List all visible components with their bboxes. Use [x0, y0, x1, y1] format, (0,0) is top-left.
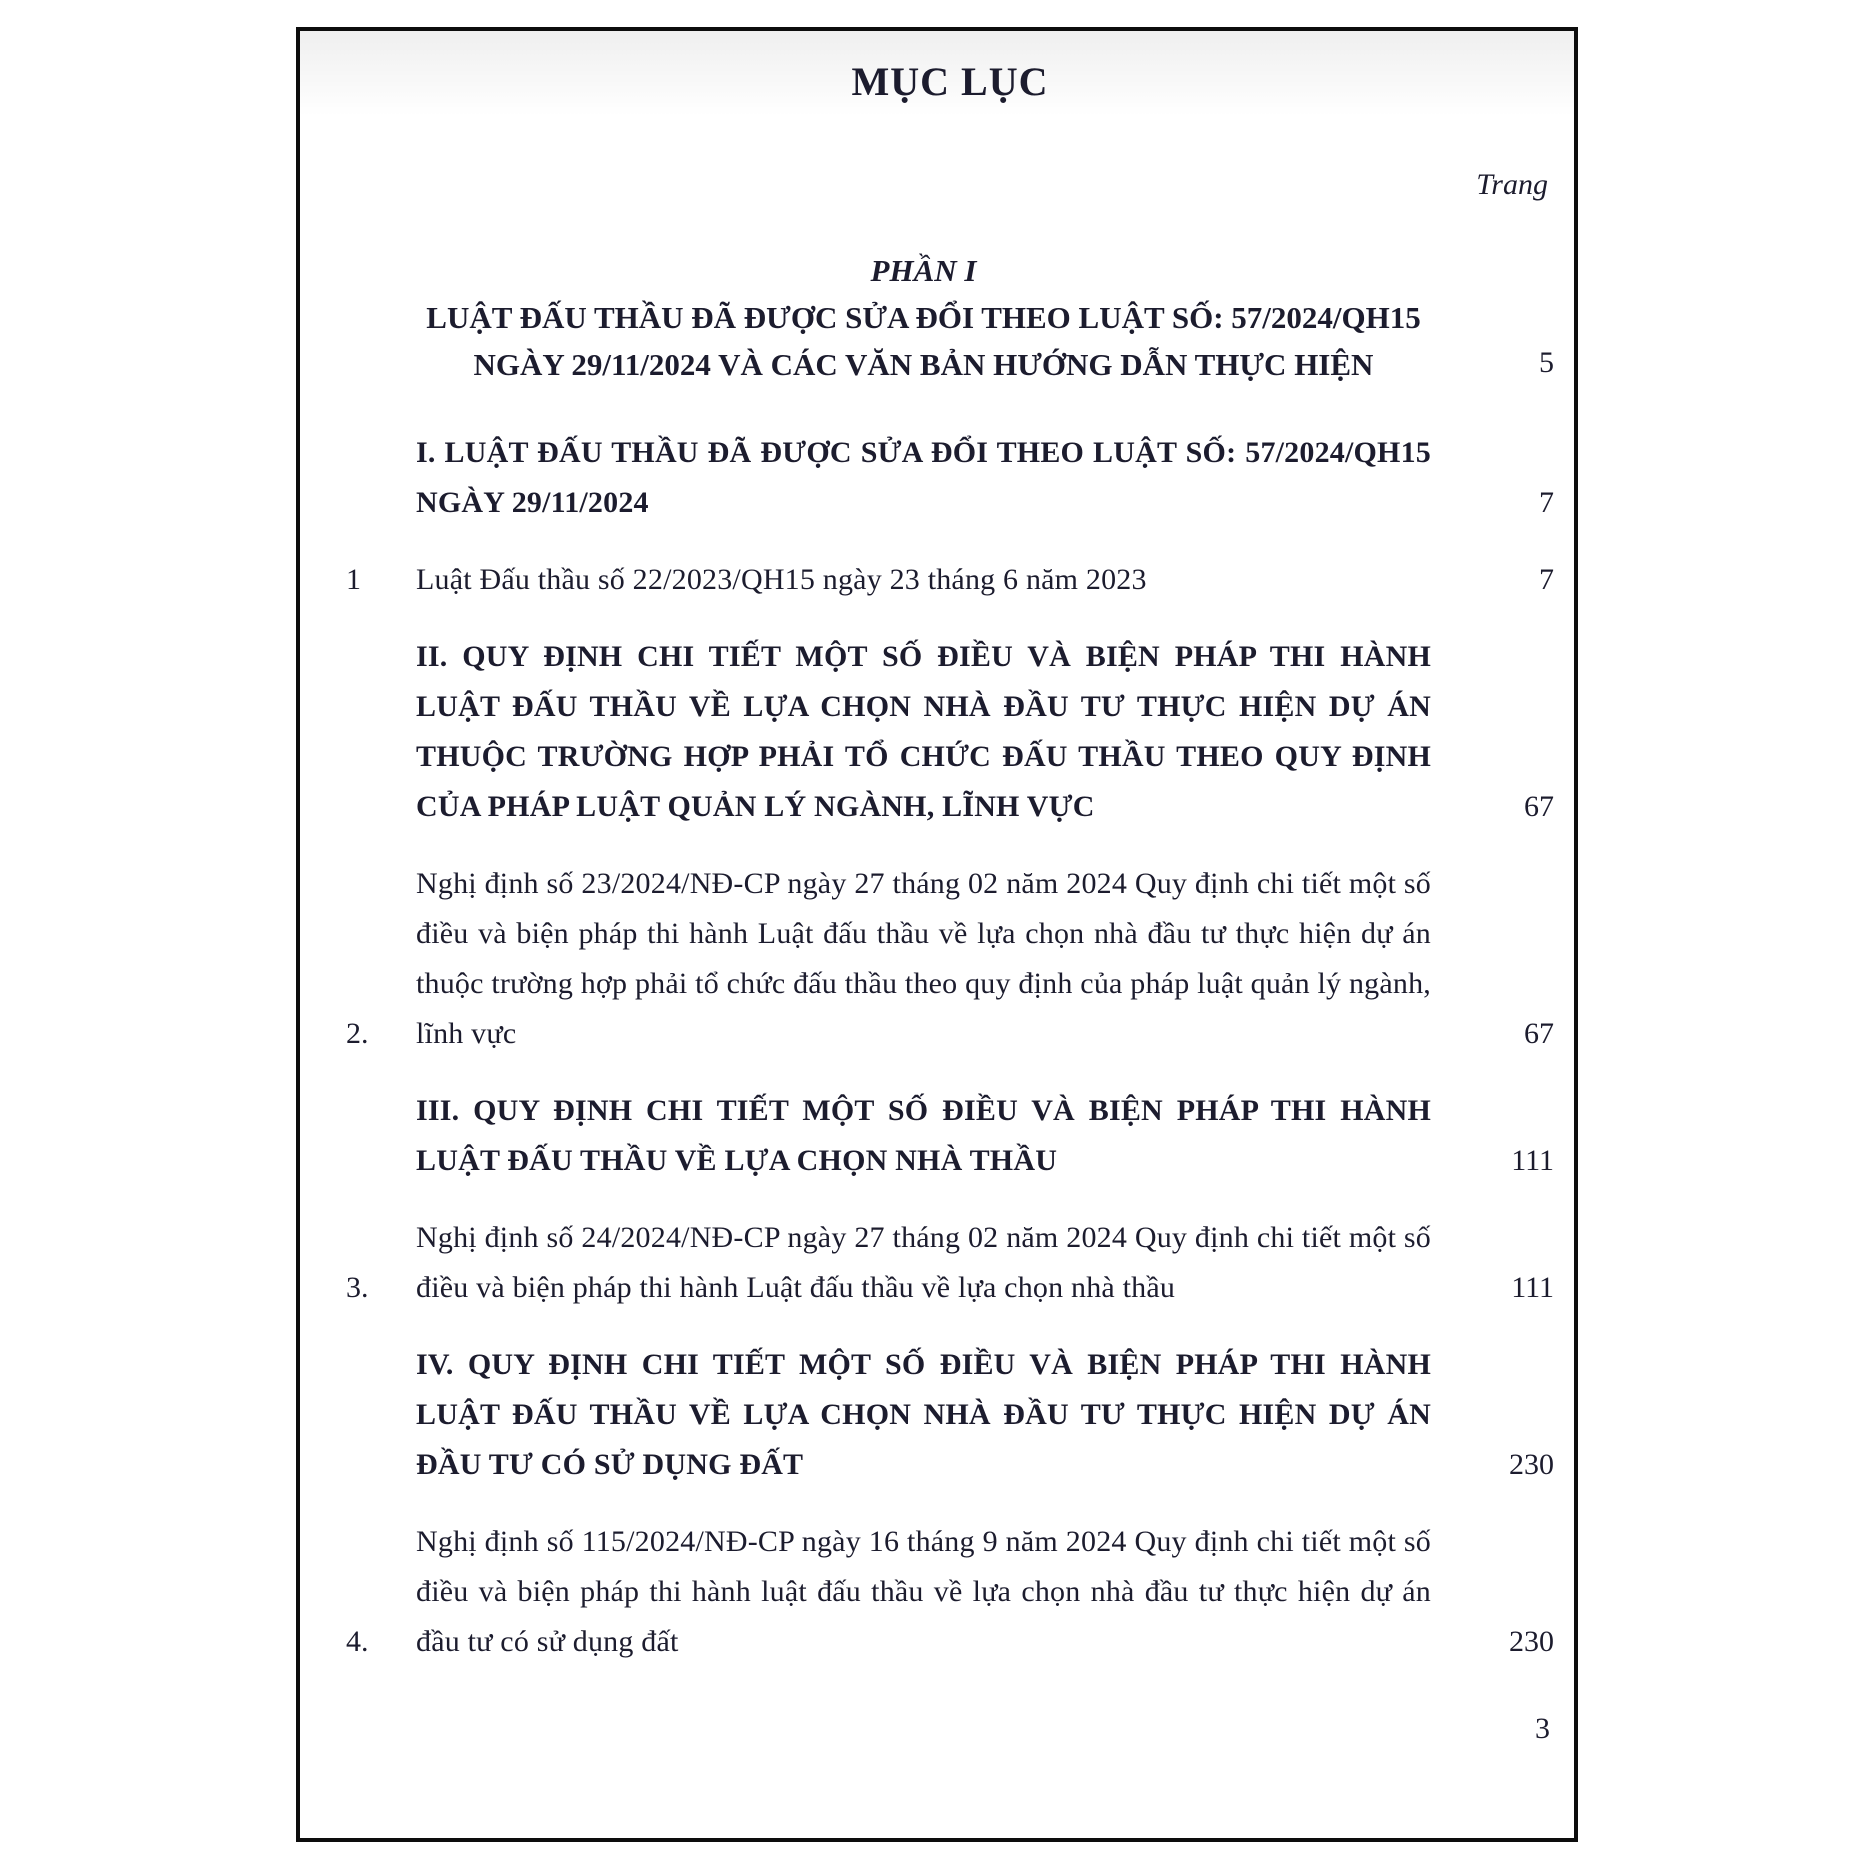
- entry-page-number: 7: [1539, 486, 1554, 519]
- entry-page-number: 67: [1524, 1017, 1554, 1050]
- entry-page-number: 111: [1511, 1271, 1554, 1304]
- entry-number: 1: [346, 563, 361, 596]
- toc-section-row-1: [346, 428, 1554, 528]
- page-footer-number: 3: [1535, 1712, 1550, 1745]
- entry-text: Luật Đấu thầu số 22/2023/QH15 ngày 23 tháng 6 năm 2023: [416, 563, 1147, 596]
- toc-part-heading: [346, 247, 1554, 388]
- page-column-header: Trang: [1476, 168, 1548, 201]
- entry-page-number: 5: [1539, 346, 1554, 379]
- entry-page-number: 111: [1511, 1144, 1554, 1177]
- entry-page-number: 7: [1539, 563, 1554, 596]
- part-heading-text: [416, 247, 1431, 388]
- entry-text: III. QUY ĐỊNH CHI TIẾT MỘT SỐ ĐIỀU VÀ BIỆN PHÁP THI HÀNH LUẬT ĐẤU THẦU VỀ LỰA CHỌN NHÀ THẦU: [416, 1094, 1431, 1177]
- toc-content: [300, 31, 1574, 1838]
- entry-number: 2.: [346, 1017, 369, 1050]
- entry-text: Nghị định số 115/2024/NĐ-CP ngày 16 tháng 9 năm 2024 Quy định chi tiết một số điều và biện pháp thi hành luật đấu thầu về lựa chọn nhà đầu tư thực hiện dự án đầu tư có sử dụng đất: [416, 1525, 1431, 1658]
- entry-page-number: 230: [1509, 1625, 1554, 1658]
- toc-section-row-2: [346, 632, 1554, 832]
- entry-text: Nghị định số 23/2024/NĐ-CP ngày 27 tháng 02 năm 2024 Quy định chi tiết một số điều và biện pháp thi hành Luật đấu thầu về lựa chọn nhà đầu tư thực hiện dự án thuộc trường hợp phải tổ chức đấu thầu theo quy định của pháp luật quản lý ngành, lĩnh vực: [416, 867, 1431, 1050]
- entry-text: I. LUẬT ĐẤU THẦU ĐÃ ĐƯỢC SỬA ĐỔI THEO LUẬT SỐ: 57/2024/QH15 NGÀY 29/11/2024: [416, 436, 1431, 519]
- toc-item-row-4: [346, 1517, 1554, 1667]
- entry-number: 3.: [346, 1271, 369, 1304]
- part-label: PHẦN I: [870, 253, 977, 288]
- entry-number: 4.: [346, 1625, 369, 1658]
- entry-page-number: 67: [1524, 790, 1554, 823]
- toc-section-row-3: [346, 1086, 1554, 1186]
- entry-text: IV. QUY ĐỊNH CHI TIẾT MỘT SỐ ĐIỀU VÀ BIỆN PHÁP THI HÀNH LUẬT ĐẤU THẦU VỀ LỰA CHỌN NHÀ ĐẦU TƯ THỰC HIỆN DỰ ÁN ĐẦU TƯ CÓ SỬ DỤNG ĐẤT: [416, 1348, 1431, 1481]
- part-title: LUẬT ĐẤU THẦU ĐÃ ĐƯỢC SỬA ĐỔI THEO LUẬT SỐ: 57/2024/QH15 NGÀY 29/11/2024 VÀ CÁC VĂN BẢN HƯỚNG DẪN THỰC HIỆN: [426, 300, 1421, 382]
- toc-item-row-3: [346, 1213, 1554, 1313]
- entry-text: II. QUY ĐỊNH CHI TIẾT MỘT SỐ ĐIỀU VÀ BIỆN PHÁP THI HÀNH LUẬT ĐẤU THẦU VỀ LỰA CHỌN NHÀ ĐẦU TƯ THỰC HIỆN DỰ ÁN THUỘC TRƯỜNG HỢP PHẢI TỔ CHỨC ĐẤU THẦU THEO QUY ĐỊNH CỦA PHÁP LUẬT QUẢN LÝ NGÀNH, LĨNH VỰC: [416, 640, 1431, 823]
- entry-page-number: 230: [1509, 1448, 1554, 1481]
- toc-item-row-1: [346, 555, 1554, 605]
- page-title: MỤC LỤC: [851, 59, 1049, 104]
- entry-text: Nghị định số 24/2024/NĐ-CP ngày 27 tháng 02 năm 2024 Quy định chi tiết một số điều và biện pháp thi hành Luật đấu thầu về lựa chọn nhà thầu: [416, 1221, 1431, 1304]
- document-page: [296, 27, 1578, 1842]
- toc-item-row-2: [346, 859, 1554, 1059]
- toc-section-row-4: [346, 1340, 1554, 1490]
